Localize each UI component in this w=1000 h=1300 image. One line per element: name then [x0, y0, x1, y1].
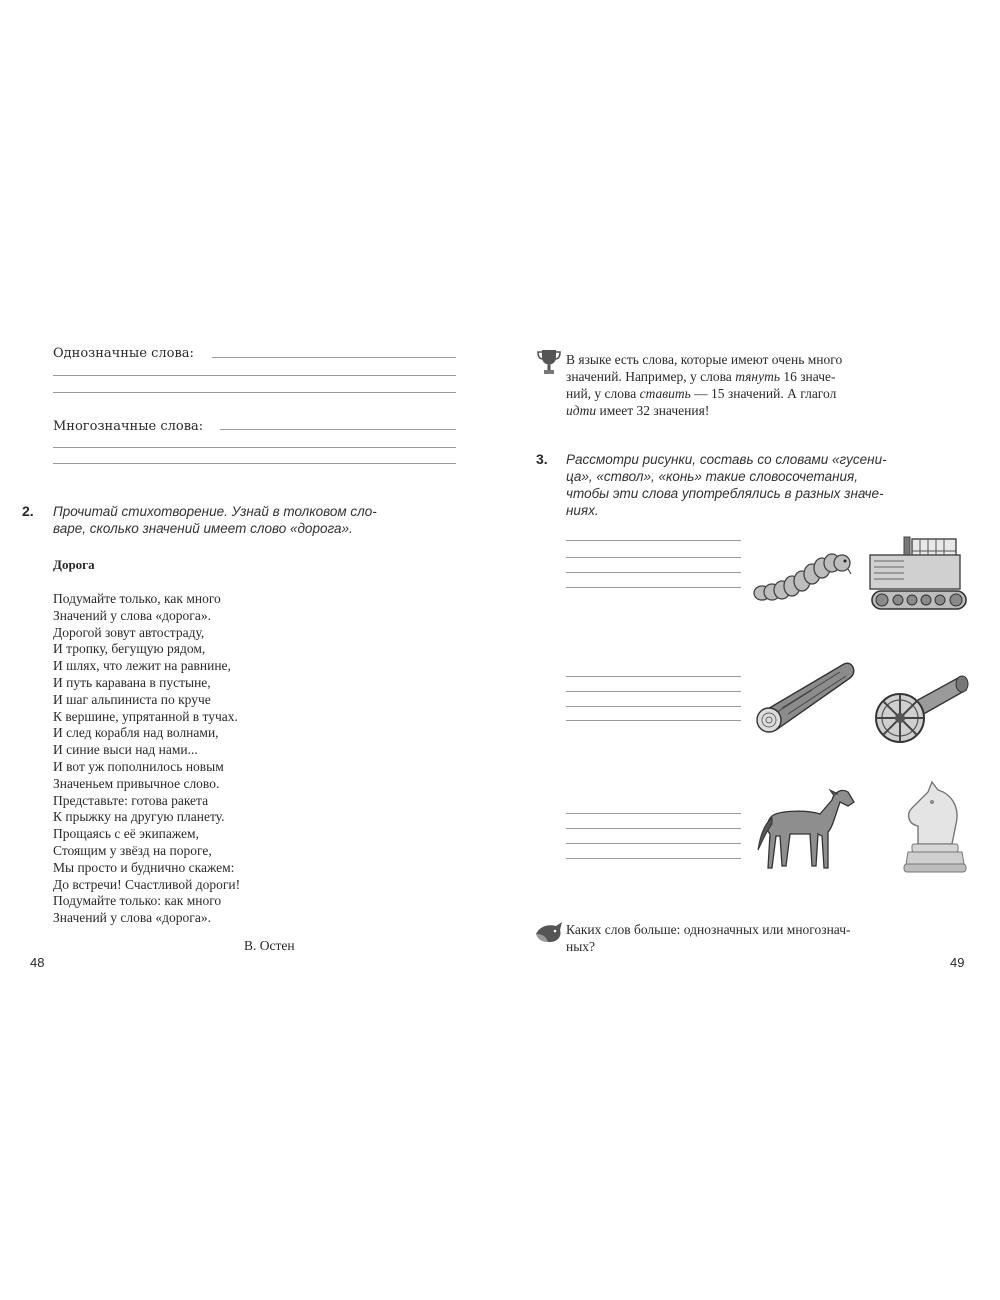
- cannon-image: [866, 672, 972, 748]
- poem-line: Значений у слова «дорога».: [53, 607, 211, 623]
- poem-line: И синие выси над нами...: [53, 742, 198, 758]
- answer-line[interactable]: [566, 706, 741, 707]
- trophy-icon: [537, 348, 561, 376]
- answer-line[interactable]: [566, 587, 741, 588]
- answer-line[interactable]: [566, 813, 741, 814]
- poem-line: И след корабля над волнами,: [53, 725, 219, 741]
- answer-line[interactable]: [53, 463, 456, 464]
- answer-line[interactable]: [212, 357, 456, 358]
- answer-line[interactable]: [53, 375, 456, 376]
- task-number: 2.: [22, 503, 34, 519]
- crawler-tractor-image: [864, 533, 972, 613]
- poem-line: Представьте: готова ракета: [53, 792, 209, 808]
- answer-line[interactable]: [53, 447, 456, 448]
- poem-line: И шаг альпиниста по круче: [53, 691, 211, 707]
- task-instruction: Прочитай стихотворение. Узнай в толковом сло- варе, сколько значений имеет слово «дорога».: [53, 504, 377, 536]
- answer-line[interactable]: [566, 828, 741, 829]
- poem-line: И путь каравана в пустыне,: [53, 674, 211, 690]
- poem-line: И вот уж пополнилось новым: [53, 758, 224, 774]
- poem-line: К вершине, упрятанной в тучах.: [53, 708, 238, 724]
- poem-line: Подумайте только, как много: [53, 591, 221, 606]
- answer-line[interactable]: [53, 392, 456, 393]
- multi-meaning-label: Многозначные слова:: [53, 419, 204, 434]
- poem-line: Значений у слова «дорога».: [53, 910, 211, 926]
- poem-line: Дорогой зовут автостраду,: [53, 624, 205, 640]
- poem-line: Значеньем привычное слово.: [53, 775, 220, 791]
- task-instruction: Рассмотри рисунки, составь со словами «гусени- ца», «ствол», «конь» такие словосочетания, чтобы эти слова употреблялись в разных значе- ниях.: [566, 452, 887, 518]
- answer-line[interactable]: [566, 676, 741, 677]
- answer-line[interactable]: [566, 557, 741, 558]
- page-number-right: 49: [950, 955, 965, 970]
- fox-icon: [534, 920, 564, 946]
- question: Каких слов больше: однозначных или многознач- ных?: [566, 922, 851, 954]
- answer-line[interactable]: [566, 858, 741, 859]
- answer-line[interactable]: [220, 429, 456, 430]
- poem-line: Подумайте только: как много: [53, 893, 222, 909]
- poem-body: [53, 591, 353, 927]
- answer-line[interactable]: [566, 691, 741, 692]
- poem-line: Прощаясь с её экипажем,: [53, 826, 199, 842]
- answer-line[interactable]: [566, 540, 741, 541]
- answer-line[interactable]: [566, 572, 741, 573]
- chess-knight-image: [898, 780, 968, 876]
- poem-author: В. Остен: [244, 938, 295, 953]
- single-meaning-label: Однозначные слова:: [53, 346, 194, 361]
- answer-line[interactable]: [566, 720, 741, 721]
- info-note: В языке есть слова, которые имеют очень много значений. Например, у слова тянуть 16 значе- ний, у слова ставить — 15 значений. А глагол идти имеет 32 значения!: [566, 352, 843, 418]
- poem-line: Стоящим у звёзд на пороге,: [53, 842, 212, 858]
- poem-line: И тропку, бегущую рядом,: [53, 641, 206, 657]
- answer-line[interactable]: [566, 843, 741, 844]
- page-number-left: 48: [30, 955, 45, 970]
- caterpillar-image: [752, 550, 856, 604]
- horse-image: [754, 786, 858, 874]
- poem-line: До встречи! Счастливой дороги!: [53, 876, 241, 892]
- poem-line: К прыжку на другую планету.: [53, 809, 225, 825]
- poem-line: И шлях, что лежит на равнине,: [53, 658, 231, 674]
- task-number: 3.: [536, 451, 548, 467]
- poem-title: Дорога: [53, 557, 95, 572]
- poem-line: Мы просто и буднично скажем:: [53, 859, 235, 875]
- log-image: [752, 658, 858, 736]
